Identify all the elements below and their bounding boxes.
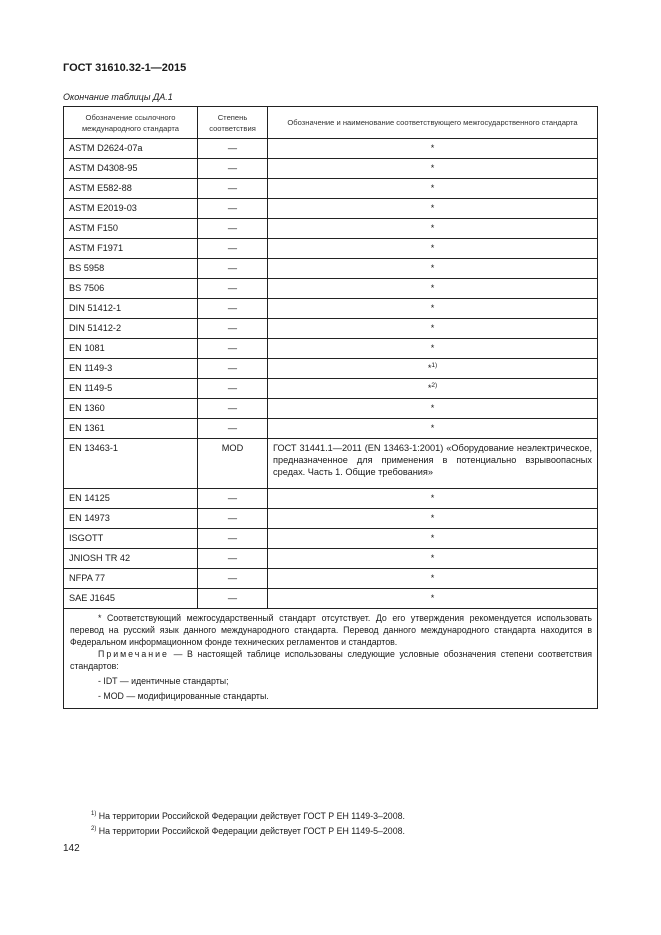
cell-degree: MOD — [198, 439, 268, 489]
cell-reference: ASTM F150 — [64, 219, 198, 239]
cell-degree: — — [198, 569, 268, 589]
cell-mark: * — [430, 533, 435, 543]
cell-interstate-standard — [268, 139, 598, 159]
note-paragraph — [70, 648, 592, 672]
page-number: 142 — [63, 843, 80, 854]
conformity-table — [63, 106, 598, 709]
table-header-row — [64, 107, 598, 139]
cell-interstate-standard — [268, 419, 598, 439]
cell-mark: * — [430, 243, 435, 253]
cell-interstate-standard — [268, 359, 598, 379]
cell-reference: ASTM D4308-95 — [64, 159, 198, 179]
note-text: — В настоящей таблице использованы следующие условные обозначения степени соответствия стандартов: — [70, 649, 592, 671]
footnote-mark: 2) — [91, 826, 97, 833]
cell-interstate-standard — [268, 219, 598, 239]
cell-reference: JNIOSH TR 42 — [64, 549, 198, 569]
table-row — [64, 529, 598, 549]
table-notes-row — [64, 609, 598, 709]
cell-interstate-standard — [268, 399, 598, 419]
cell-interstate-standard — [268, 509, 598, 529]
cell-reference: ASTM D2624-07a — [64, 139, 198, 159]
cell-mark: * — [430, 283, 435, 293]
page-header: ГОСТ 31610.32-1—2015 — [63, 62, 187, 74]
cell-reference: DIN 51412-2 — [64, 319, 198, 339]
note-item-idt: - IDT — идентичные стандарты; — [98, 676, 229, 686]
cell-degree: — — [198, 219, 268, 239]
footnote-2 — [91, 826, 405, 836]
cell-degree: — — [198, 139, 268, 159]
cell-mark: * — [430, 423, 435, 433]
header-degree: Степень соответствия — [198, 107, 268, 139]
cell-mark: * — [430, 343, 435, 353]
cell-mark: * — [430, 323, 435, 333]
cell-reference: ISGOTT — [64, 529, 198, 549]
cell-mark: * — [430, 303, 435, 313]
note-item-mod: - MOD — модифицированные стандарты. — [98, 691, 269, 701]
cell-interstate-standard — [268, 259, 598, 279]
cell-interstate-standard — [268, 199, 598, 219]
cell-reference: EN 13463-1 — [64, 439, 198, 489]
cell-degree: — — [198, 359, 268, 379]
cell-reference: ASTM E582-88 — [64, 179, 198, 199]
cell-interstate-standard: ГОСТ 31441.1—2011 (EN 13463-1:2001) «Оборудование неэлектрическое, предназначенное для применения в потенциально взрывоопасных средах. Часть 1. Общие требования» — [268, 439, 598, 489]
cell-interstate-standard — [268, 239, 598, 259]
cell-degree: — — [198, 179, 268, 199]
cell-mark: * — [430, 553, 435, 563]
cell-reference: NFPA 77 — [64, 569, 198, 589]
cell-mark: * — [430, 403, 435, 413]
table-row — [64, 379, 598, 399]
footnote-1 — [91, 811, 405, 821]
cell-degree: — — [198, 589, 268, 609]
table-row — [64, 279, 598, 299]
cell-degree: — — [198, 379, 268, 399]
table-row — [64, 159, 598, 179]
table-row — [64, 179, 598, 199]
cell-reference: EN 14125 — [64, 489, 198, 509]
cell-degree: — — [198, 239, 268, 259]
cell-degree: — — [198, 319, 268, 339]
cell-reference: EN 1361 — [64, 419, 198, 439]
footnote-mark: 1) — [91, 811, 97, 818]
cell-mark: * — [427, 383, 432, 393]
table-row-en-13463-1 — [64, 439, 598, 489]
cell-mark: * — [430, 143, 435, 153]
cell-reference: ASTM F1971 — [64, 239, 198, 259]
cell-reference: SAE J1645 — [64, 589, 198, 609]
cell-degree: — — [198, 199, 268, 219]
cell-degree: — — [198, 259, 268, 279]
cell-reference: EN 1360 — [64, 399, 198, 419]
header-interstate-standard: Обозначение и наименование соответствующего межгосударственного стандарта — [268, 107, 598, 139]
table-row — [64, 199, 598, 219]
table-row — [64, 399, 598, 419]
table-row — [64, 569, 598, 589]
cell-interstate-standard — [268, 379, 598, 399]
header-reference-standard: Обозначение ссылочного международного стандарта — [64, 107, 198, 139]
cell-degree: — — [198, 299, 268, 319]
table-caption: Окончание таблицы ДА.1 — [63, 92, 173, 102]
cell-mark: * — [430, 183, 435, 193]
cell-mark: * — [430, 263, 435, 273]
star-note: * Соответствующий межгосударственный стандарт отсутствует. До его утверждения рекомендуется использовать перевод на русский язык данного международного стандарта. Перевод данного международного стандарта находится в Федеральном информационном фонде технических регламентов и стандартов. — [70, 613, 592, 647]
table-row — [64, 239, 598, 259]
cell-interstate-standard — [268, 179, 598, 199]
table-row — [64, 339, 598, 359]
cell-reference: EN 1149-3 — [64, 359, 198, 379]
cell-reference: DIN 51412-1 — [64, 299, 198, 319]
table-row — [64, 319, 598, 339]
cell-mark: * — [430, 203, 435, 213]
cell-degree: — — [198, 419, 268, 439]
table-row — [64, 259, 598, 279]
cell-interstate-standard — [268, 489, 598, 509]
cell-degree: — — [198, 529, 268, 549]
cell-interstate-standard — [268, 339, 598, 359]
cell-degree: — — [198, 549, 268, 569]
cell-reference: ASTM E2019-03 — [64, 199, 198, 219]
footnote-ref: 1) — [431, 361, 438, 369]
table-row — [64, 589, 598, 609]
cell-degree: — — [198, 489, 268, 509]
table-row — [64, 299, 598, 319]
table-row — [64, 489, 598, 509]
cell-mark: * — [430, 223, 435, 233]
cell-degree: — — [198, 339, 268, 359]
cell-mark: * — [430, 163, 435, 173]
cell-interstate-standard — [268, 549, 598, 569]
table-row — [64, 509, 598, 529]
cell-degree: — — [198, 509, 268, 529]
cell-interstate-standard — [268, 589, 598, 609]
cell-mark: * — [427, 363, 432, 373]
cell-reference: EN 1149-5 — [64, 379, 198, 399]
table-notes — [64, 609, 598, 709]
cell-reference: EN 14973 — [64, 509, 198, 529]
cell-mark: * — [430, 493, 435, 503]
cell-interstate-standard — [268, 279, 598, 299]
cell-interstate-standard — [268, 299, 598, 319]
cell-mark: * — [430, 513, 435, 523]
footnote-ref: 2) — [431, 381, 438, 389]
table-row — [64, 359, 598, 379]
cell-reference: BS 5958 — [64, 259, 198, 279]
footnote-text: На территории Российской Федерации действует ГОСТ Р ЕН 1149-3–2008. — [96, 811, 405, 821]
cell-degree: — — [198, 399, 268, 419]
table-row — [64, 419, 598, 439]
cell-reference: EN 1081 — [64, 339, 198, 359]
cell-reference: BS 7506 — [64, 279, 198, 299]
cell-mark: * — [430, 573, 435, 583]
cell-interstate-standard — [268, 319, 598, 339]
cell-degree: — — [198, 279, 268, 299]
cell-degree: — — [198, 159, 268, 179]
table-row — [64, 549, 598, 569]
table-row — [64, 139, 598, 159]
note-word: Примечание — [98, 649, 169, 659]
table-row — [64, 219, 598, 239]
cell-interstate-standard — [268, 529, 598, 549]
footnote-text: На территории Российской Федерации действует ГОСТ Р ЕН 1149-5–2008. — [96, 826, 405, 836]
cell-mark: * — [430, 593, 435, 603]
cell-interstate-standard — [268, 569, 598, 589]
cell-interstate-standard — [268, 159, 598, 179]
